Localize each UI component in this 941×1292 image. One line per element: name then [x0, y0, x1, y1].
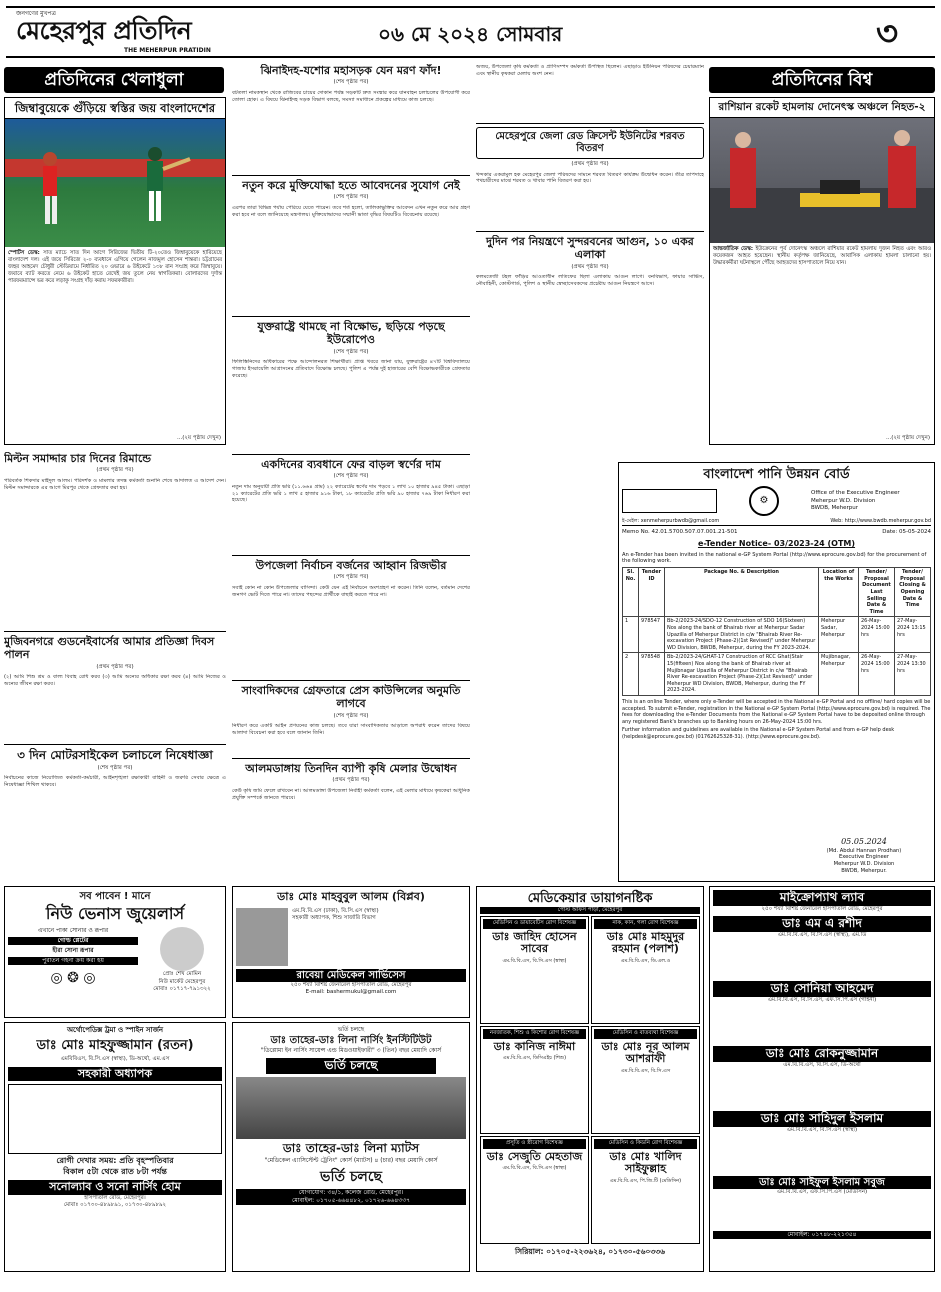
- doctor-name: ডাঃ মোঃ মাহমুদুর রহমান (পলাশ): [606, 929, 685, 956]
- table-cell: 27-May-2024 13:15 hrs: [895, 617, 931, 653]
- nursing-address: যোগাযোগ: ৩৪/১, কলেজ রোড, মেহেরপুর।: [236, 1189, 466, 1197]
- story-body: ফিলিস্তিনিদের অধিকারের পক্ষে আন্দোলনরত শিক্ষার্থীরা। প্রাপ্ত খবরে জানা যায়, যুক্তরাষ্ট্রের ৪৭টি বিশ্ববিদ্যালয়ে গাজায় ইসরায়েলি আগ্রাসনের প্রতিবাদে বিক্ষোভ চলছে। পুলিশ এ পর্যন্ত দুই হাজারের বেশি বিক্ষোভকারীকে গ্রেফতার করেছে।: [232, 359, 470, 379]
- biplob-doctor: ডাঃ মোঃ মাহবুবুল আলম (বিপ্লব): [277, 890, 425, 903]
- world-continued: ...(২য় পৃষ্ঠায় দেখুন): [885, 434, 930, 441]
- story-headline: নতুন করে মুক্তিযোদ্ধা হতে আবেদনের সুযোগ নেই: [242, 179, 460, 192]
- world-body: ইউক্রেনের পূর্ব দোনেৎস্ক অঞ্চলে রাশিয়ার রকেট হামলায় দুজন নিহত এবং আরও কয়েকজন আহত হয়েছেন। স্থানীয় কর্তৃপক্ষ জানিয়েছে, আবাসিক এলাকায় হামলা চালানো হয়। উদ্ধারকর্মীরা ঘটনাস্থলে পৌঁছে আহতদের হাসপাতালে নিয়ে যান।: [713, 245, 931, 266]
- world-story: [709, 97, 935, 445]
- tender-org: BWDB, Meherpur: [811, 504, 859, 511]
- ortho-address: হাসপাতাল রোড, মেহেরপুর।: [84, 1194, 146, 1201]
- medicare-phone: সিরিয়াল: ০১৭০৫-২২৩৬২৪, ০১৭৩০-৫৬০৩৩৬: [514, 1247, 666, 1257]
- micropath-ad: [709, 886, 935, 1272]
- doctor-name: ডাঃ জাহিদ হোসেন সাবের: [492, 929, 577, 956]
- story-headline: উপজেলা নির্বাচন বর্জনের আহ্বান রিজভীর: [255, 559, 447, 572]
- mats-course: "মেডিকেল এ্যাসিস্টেন্ট ট্রেনিং" কোর্স (ম্যাটস) ৪ (চার) বছর মেয়াদি কোর্স: [264, 1156, 438, 1164]
- story-redcrescent: [476, 127, 704, 232]
- tender-table: [622, 567, 931, 696]
- table-cell: 27-May-2024 13:30 hrs: [895, 653, 931, 696]
- table-row: [623, 653, 931, 696]
- nursing-institute: ডাঃ তাহের-ডাঃ লিনা নার্সিং ইনস্টিটিউট: [270, 1034, 432, 1046]
- story-muktijoddha: [232, 179, 470, 317]
- table-cell: 978548: [639, 653, 665, 696]
- doctor-degree: এম.বি.বি.এস, বি.সি.এস, ডি-অর্থো: [783, 1061, 861, 1068]
- doctor-specialty: মেডিসিন ও ডায়াবেটিস রোগ বিশেষজ্ঞ: [483, 919, 586, 928]
- sports-section-header: প্রতিদিনের খেলাধুলা: [4, 67, 224, 93]
- story-body: নির্বাচনের কাজে নিয়োজিত কর্মকর্তা-কর্মচারী, আইনশৃঙ্খলা রক্ষাকারী বাহিনী ও জরুরি সেবার ক্ষেত্রে এ নিষেধাজ্ঞা শিথিল থাকবে।: [4, 774, 226, 788]
- jewellers-line: গোল্ড প্লেটের: [8, 937, 138, 945]
- col-header: Sl. No.: [623, 568, 639, 617]
- story-headline: মিল্টন সমাদ্দার চার দিনের রিমান্ডে: [4, 452, 152, 465]
- doctor-card: [480, 916, 589, 1024]
- story-sub: (প্রথম পৃষ্ঠার পর): [96, 663, 134, 670]
- table-cell: Mujibnagar, Meherpur: [819, 653, 859, 696]
- doctor-degree: এম.বি.বি.এস, বি.সি.এস (স্বাস্থ্য): [786, 1126, 858, 1133]
- jewellers-phone: মোবাঃ ০১৭১৭-৭৯১৩২২: [153, 985, 211, 992]
- medicare-name: মেডিকেয়ার ডায়াগনষ্টিক: [527, 891, 653, 906]
- table-cell: 26-May-2024 15:00 hrs: [859, 653, 895, 696]
- biplob-clinic: রাবেয়া মেডিকেল সার্ভিসেস: [236, 969, 466, 982]
- ortho-services-box: [8, 1084, 222, 1154]
- story-headline: একদিনের ব্যবধানে ফের বাড়ল স্বর্ণের দাম: [261, 458, 441, 471]
- column-three: [476, 64, 704, 460]
- story-body: বটতলা নামকস্থান থেকে রাজিবের চায়ের দোকান পর্যন্ত সড়কটি দ্রুত সংস্কার করে যানবাহন চলাচলের উপযোগী করে তোলা হোক। এ বিষয়ে ঝিনাইদহ সড়ক বিভাগ বলছে, সমস্যা সমাধানে প্রকল্পের মাধ্যমে কাজ চলছে।: [232, 89, 470, 103]
- cricket-illustration: [5, 119, 225, 247]
- story-headline: ৩ দিন মোটরসাইকেল চলাচলে নিষেধাজ্ঞা: [17, 748, 213, 762]
- story-sub: (শেষ পৃষ্ঠার পর): [333, 574, 369, 581]
- story-headline: মেহেরপুরে জেলা রেড ক্রিসেন্ট ইউনিটের শরবত বিতরণ: [476, 127, 704, 159]
- story-headline: যুক্তরাষ্ট্রে থামছে না বিক্ষোভ, ছড়িয়ে পড়ছে ইউরোপেও: [257, 320, 445, 347]
- medicare-ad: [476, 886, 704, 1272]
- ortho-clinic: সনোল্যাব ও সনো নার্সিং হোম: [8, 1180, 222, 1195]
- issue-date: ০৬ মে ২০২৪ সোমবার: [378, 22, 563, 46]
- doctor-name: ডাঃ মোঃ খালিদ সাইফুল্লাহ: [609, 1149, 682, 1176]
- column-two: [232, 64, 470, 864]
- jewellers-line: হীরা সোনা রূপার: [52, 947, 94, 955]
- doctor-degree: এম.বি.বি.এস, ডি.এল.ও: [620, 957, 671, 964]
- jewellers-name: নিউ ভেনাস জুয়েলার্স: [45, 904, 185, 924]
- biplob-email: E-mail: bashermukul@gmail.com: [305, 988, 397, 995]
- doctor-name: ডাঃ মোঃ রোকনুজ্জামান: [713, 1046, 931, 1062]
- col-header: Package No. & Description: [665, 568, 819, 617]
- jewellers-line: এখানে পাকা সোনার ও রূপার: [37, 927, 109, 935]
- tender-notice: [618, 462, 935, 882]
- sports-headline: জিম্বাবুয়েকে গুঁড়িয়ে স্বস্তির জয় বাংলাদেশের: [5, 98, 225, 119]
- doctor-specialty: মেডিসিন ও কিডনি রোগ বিশেষজ্ঞ: [594, 1139, 697, 1148]
- tender-further: Further information and guidelines are available in the National e-GP System Portal and from e-GP help desk (helpdesk@eprocure.gov.bd) (01762625328-31). (http://www.eprocure.gov.bd).: [622, 727, 895, 740]
- micropath-name: মাইক্রোপ্যাথ ল্যাব: [713, 890, 931, 906]
- nursing-ad: [232, 1022, 470, 1272]
- world-section-header: প্রতিদিনের বিশ্ব: [709, 67, 935, 93]
- story-sub: (প্রথম পৃষ্ঠার পর): [571, 263, 609, 270]
- jewellers-ad: [4, 886, 226, 1018]
- signer-division: Meherpur W.D. Division: [833, 861, 895, 868]
- micropath-doctor: [713, 981, 931, 1043]
- story-sub: (শেষ পৃষ্ঠার পর): [333, 194, 369, 201]
- doctor-name: ডাঃ সেজুতি মেহতাজ: [486, 1149, 583, 1163]
- ortho-band: অর্থোপেডিক্স ট্রমা ও স্পাইন সার্জন: [66, 1026, 164, 1034]
- doctor-degree: এম.বি.বি.এস, এফ.সি.পি.এস (মেডিসিন): [776, 1189, 868, 1196]
- bwdb-logo-icon: ⚙: [749, 486, 779, 516]
- cricket-photo: [5, 119, 225, 247]
- nursing-admit: ভর্তি চলছে: [266, 1058, 436, 1074]
- story-sub: (শেষ পৃষ্ঠার পর): [333, 712, 369, 719]
- table-cell: 1: [623, 617, 639, 653]
- newspaper-name: মেহেরপুর প্রতিদিন: [16, 16, 192, 45]
- world-caption: আন্তর্জাতিক ডেস্ক:: [713, 245, 753, 252]
- story-motorcycle: [4, 748, 226, 858]
- story-headline: আলমডাঙ্গায় তিনদিন ব্যাপী কৃষি মেলার উদ্বোধন: [245, 762, 457, 775]
- story-gold: [232, 458, 470, 556]
- doctor-degree: এম.বি.বি.এস, বি.সি.এস: [620, 1067, 671, 1074]
- biplob-address: ২৫০ শয্যা বিশিষ্ট জেনারেল হাসপাতাল রোড, মেহেরপুর: [290, 981, 412, 988]
- tender-intro: An e-Tender has been invited in the national e-GP System Portal (http://www.eprocure.gov.bd) for the procurement of the following work.: [622, 551, 927, 565]
- story-sub: (শেষ পৃষ্ঠার পর): [333, 473, 369, 480]
- doctor-degree: এম.বি.বি.এস, পি.জি.টি (মেডিসিন): [609, 1177, 682, 1184]
- signer-title: Executive Engineer: [838, 854, 889, 861]
- micropath-doctor: [713, 1046, 931, 1108]
- tender-notice-title: e-Tender Notice- 03/2023-24 (OTM): [697, 539, 856, 548]
- tender-website: Web: http://www.bwdb.meherpur.gov.bd: [830, 518, 931, 525]
- story-headline: ঝিনাইদহ-যশোর মহাসড়ক যেন মরণ ফাঁদ!: [260, 64, 442, 77]
- doctor-name: ডাঃ এম এ রশীদ: [713, 916, 931, 932]
- doctor-degree: এম.বি.বি.এস, বি.সি.এস (স্বাস্থ্য), এম.ডি: [777, 931, 867, 938]
- ortho-post: সহকারী অধ্যাপক: [8, 1067, 222, 1082]
- tender-footer: This is an online Tender, where only e-Tender will be accepted in the National e-GP Portal and no offline/ hard copies will be accepted. To submit e-Tender, registration in the National e-GP System Portal (http://www.eprocure.gov.bd) is required. The fees for downloading the e-Tender Documents from the National e-GP System Portal have to be deposited online through any registered Bank's branches up to Banking hours on 26-May-2024 15:00 hrs.: [622, 698, 931, 725]
- nursing-top: ভর্তি চলছে: [337, 1026, 365, 1033]
- story-body: (২) আমি শিশু শ্রম ও বাল্য বিবাহ রোধ করব (৩) আমি অন্যের অধিকার রক্ষা করব (৪) আমি নিজের ও অন্যের জীবন রক্ষা করব।: [4, 674, 226, 687]
- micropath-doctor: [713, 916, 931, 978]
- doctor-degree: এম.বি.বি.এস, ডিসিএইচ (শিশু): [502, 1055, 567, 1062]
- col-header: Location of the Works: [819, 568, 859, 617]
- mats-admit: ভর্তি চলছে: [320, 1168, 382, 1185]
- doctor-name: ডাঃ মোঃ সাইফুল ইসলাম সবুজ: [713, 1176, 931, 1189]
- mats-name: ডাঃ তাহের-ডাঃ লিনা ম্যাটস: [282, 1140, 420, 1155]
- doctor-name: ডাঃ সোনিয়া আহমেদ: [713, 981, 931, 997]
- tender-email: ই-মেইল: xenmeherpurbwdb@gmail.com: [622, 518, 720, 525]
- jewellers-address: নিউ মার্কেট মেহেরপুর: [158, 978, 206, 985]
- doctor-degree: এম.বি.বি.এস, বি.সি.এস (স্বাস্থ্য): [502, 1165, 567, 1172]
- owner-photo: [160, 927, 204, 971]
- nursing-phone: মোবাইল: ০১৭০৫-৬৬৪৪৮২, ০১৭২৬-৬৬৪৩৩৭: [236, 1197, 466, 1205]
- story-headline: দুদিন পর নিয়ন্ত্রণে সুন্দরবনের আগুন, ১০ একর এলাকা: [486, 235, 694, 262]
- medicare-address: পোস্ট অফিস পাড়া, মেহেরপুর: [480, 907, 700, 914]
- sports-continued: ...(২য় পৃষ্ঠায় দেখুন): [176, 434, 221, 441]
- tagline: জনগণের মুখপত্র: [16, 10, 56, 17]
- tender-table-header: [623, 568, 931, 617]
- jewellery-icon: ◎ ❂ ◎: [50, 969, 96, 986]
- table-cell: Bb-2/2023-24/SDO-12 Construction of SDO 16(Sixteen) Nos along the bank of Bhairab river at Meherpur Sadar Upazilla of Meherpur District in c/w "Bhairab River Re-excavation Project (Phase-2)(1st Revised)" under Meherpur WD Division, BWDB, Meherpur, during the FY 2023-2024.: [665, 617, 819, 653]
- story-body: কেউ কৃষি জমি ফেলে রাখবেন না। আলমডাঙ্গা উপজেলা নির্বাহী কর্মকর্তা বলেন, এই মেলার মাধ্যমে কৃষকেরা আধুনিক প্রযুক্তি সম্পর্কে জানতে পারবে।: [232, 787, 470, 801]
- doctor-degree: এম.বি.বি.এস, বি.সি.এস, এফ.সি.পি.এস (গাইনী): [767, 996, 877, 1003]
- story-body: নির্ধারণ করে একটি আইন প্রণয়নের কাজ চলছে। তবে যারা সাংবাদিকতার আড়ালে অপরাধ করেন তাদের বিষয়ে আলাদা বিবেচনা করা হবে বলে জানান তিনি।: [232, 723, 470, 736]
- signer-name: (Md. Abdul Hannan Prodhan): [826, 847, 902, 854]
- doctor-name: ডাঃ মোঃ নূর আলম আশরাফী: [601, 1039, 690, 1066]
- story-body: সবাই কোন না কোন উপজেলার বাসিন্দা। কেউ যেন এই নির্বাচনে অংশগ্রহণ না করেন। তিনি বলেন, বর্তমান দেশের জনগণ ভোট দিতে পারে না। তাদের পছন্দের প্রার্থীকে বাছাই করতে পারে না।: [232, 584, 470, 598]
- story-usa: [232, 320, 470, 455]
- tender-division: Meherpur W.D. Division: [811, 497, 876, 504]
- story-upazila: [232, 559, 470, 681]
- tender-org-bangla: বাংলাদেশ পানি উন্নয়ন বোর্ড: [703, 467, 850, 482]
- story-sub: (শেষ পৃষ্ঠার পর): [97, 764, 133, 771]
- ortho-degrees: এমবিবিএস, বি.সি.এস (স্বাস্থ্য), ডি-অর্থো, এম.এস: [60, 1056, 170, 1063]
- story-sub: (প্রথম পৃষ্ঠার পর): [571, 161, 609, 168]
- ortho-ad: [4, 1022, 226, 1272]
- doctor-card: [591, 1026, 700, 1134]
- story-continuation: অজয়, উপজেলা কৃষি কর্মকর্তা ও প্রাণিসম্পদ কর্মকর্তা উপস্থিত ছিলেন। এছাড়াও ইউনিয়ন পরিষদের চেয়ারম্যান এবং স্থানীয় কৃষকরা মেলায় অংশ নেন।: [476, 64, 704, 124]
- micropath-doctor: [713, 1111, 931, 1173]
- micropath-phone: মোবাইল: ০১৭৪৮-২২১৩৫৪: [713, 1231, 931, 1239]
- biplob-ad: [232, 886, 470, 1018]
- story-body: পরিবর্তক শিকদার মাইদুল আলম। পরিদর্শক ও মামলার তদন্ত কর্মকর্তা শুনানি শেষে আদালত এ আদেশ দেন। মিল্টন সমাদ্দারকে এর আগে মিরপুর থেকে গ্রেফতার করা হয়।: [4, 477, 226, 491]
- table-cell: 978547: [639, 617, 665, 653]
- doctor-card: [480, 1026, 589, 1134]
- micropath-doctor: [713, 1176, 931, 1228]
- col-header: Tender/ Proposal Closing & Opening Date & Time: [895, 568, 931, 617]
- story-body: এরপর তারা বিভিন্ন পর্যায় পেরিয়ে যেতে পারেন। তবে শর্ত হলো, তালিকাভুক্তির আবেদন এখন নতুন করে আর গ্রহণ করা হবে না বলে জানিয়েছে মন্ত্রণালয়। মুক্তিযোদ্ধাদের সম্মানী ভাতা বৃদ্ধির বিষয়টিও বিবেচনায় রয়েছে।: [232, 204, 470, 218]
- tender-office: Office of the Executive Engineer: [811, 490, 900, 497]
- newspaper-english-name: THE MEHERPUR PRATIDIN: [124, 47, 211, 54]
- tender-memo: Memo No. 42.01.5700.507.07.001.21-501: [622, 528, 738, 535]
- table-cell: Meherpur Sadar, Meherpur: [819, 617, 859, 653]
- doctor-card: [591, 1136, 700, 1244]
- signer-org: BWDB, Meherpur.: [841, 868, 887, 875]
- biplob-post: সহকারী অধ্যাপক, শিশু সার্জারি বিভাগ: [292, 914, 376, 921]
- ortho-phone: মোবাঃ ০১৭৩০-৪৮৯৮৯১, ০১৭৩০-৪৮৯৮৯২: [63, 1202, 167, 1209]
- sports-story: [4, 97, 226, 445]
- medicare-doctor-grid: [480, 916, 700, 1244]
- world-headline: রাশিয়ান রকেট হামলায় দোনেৎস্ক অঞ্চলে নিহত-২: [710, 98, 934, 118]
- story-mujibnagar: [4, 635, 226, 745]
- nursing-course: "ডিপ্লোমা ইন নার্সিং সায়েন্স এন্ড মিডওয়াইফারী" ৩ (তিন) বছর মেয়াদি কোর্স: [260, 1047, 442, 1055]
- jewellers-owner: প্রোঃ শেখ মোমিন: [162, 971, 202, 978]
- story-sundarban: [476, 235, 704, 455]
- doctor-card: [480, 1136, 589, 1244]
- micropath-address: ২৫০ শয্যা বিশিষ্ট জেনারেল হাসপাতাল রোড, মেহেরপুর: [761, 905, 883, 912]
- table-cell: Bb-2/2023-24/GHAT-17 Construction of RCC Ghat(Stair 15(fifteen) Nos along the bank of Bhairab river at Mujibnagar Upazilla of Meherpur District in c/w "Bhairab River Re-excavation Project (Phase-2)(1st Revised)" under Meherpur WD Division, BWDB, Meherpur, during the FY 2023-2024.: [665, 653, 819, 696]
- tender-date: Date: 05-05-2024: [882, 528, 931, 535]
- story-body: খন্দকার একরামুল হক মেহেরপুর জেলা পরিষদের সামনে শরবত বিতরণ কার্যক্রম উদ্বোধন করেন। তীব্র তাপদাহে পথচারীদের মাঝে শরবত ও খাবার পানি বিতরণ করা হয়।: [476, 171, 704, 185]
- story-sub: (শেষ পৃষ্ঠার পর): [333, 79, 369, 86]
- students-photo: [236, 1077, 466, 1139]
- signature-date: 05.05.2024: [841, 837, 887, 847]
- story-headline: মুজিবনগরে গুডনেইবার্সের আমার প্রতিজ্ঞা দিবস পালন: [4, 635, 215, 662]
- doctor-name: ডাঃ কানিজ নাঈমা: [493, 1039, 576, 1053]
- tender-header-left: [622, 489, 717, 513]
- doctor-name: ডাঃ মোঃ সাহিদুল ইসলাম: [713, 1111, 931, 1127]
- ortho-time: বিকাল ৫টা থেকে রাত ৮টা পর্যন্ত: [63, 1166, 167, 1176]
- story-press: [232, 684, 470, 759]
- sports-caption: স্পোর্টস ডেস্ক:: [8, 250, 40, 257]
- table-cell: 2: [623, 653, 639, 696]
- col-header: Tender/ Proposal Document Last Selling Date & Time: [859, 568, 895, 617]
- doctor-card: [591, 916, 700, 1024]
- page-number: ৩: [875, 14, 899, 54]
- story-milton: [4, 452, 226, 632]
- doctor-degree: এম.বি.বি.এস, বি.সি.এস (স্বাস্থ্য): [502, 957, 567, 964]
- doctor-specialty: নাক, কান, গলা রোগ বিশেষজ্ঞ: [594, 919, 697, 928]
- rescue-illustration: [710, 118, 934, 243]
- table-row: [623, 617, 931, 653]
- story-sub: (প্রথম পৃষ্ঠার পর): [96, 467, 134, 474]
- story-body: কলমতেজী টহল ফাঁড়ির আওতাধীন লতিফের ছিলা এলাকায় আগুন লাগে। বনবিভাগ, ফায়ার সার্ভিস, নৌবাহিনী, কোস্টগার্ড, পুলিশ ও স্থানীয় স্বেচ্ছাসেবকদের প্রচেষ্টায় আগুন নিয়ন্ত্রণে আসে।: [476, 274, 704, 287]
- ortho-time-label: রোগী দেখার সময়: প্রতি বৃহস্পতিবার: [56, 1156, 174, 1166]
- story-sub: (শেষ পৃষ্ঠার পর): [333, 348, 369, 355]
- column-one-lower: [4, 452, 226, 862]
- sports-body: সাত ম্যাচে সাত দিন আগে সিরিজের দ্বিতীয় টি-২০তেও জিম্বাবুয়েকে হারিয়েছে বাংলাদেশ দল। এই জয়ে সিরিজে ২-০ ব্যবধানে এগিয়ে গেলেন নাজমুল হোসেন শান্তরা। চট্টগ্রামের জহুর আহমেদ চৌধুরী স্টেডিয়ামে নির্ধারিত ২০ ওভারে ৬ উইকেটে ১৩৮ রান সংগ্রহ করে জিম্বাবুয়ে। জবাবে ব্যাট করতে নেমে ৬ উইকেট হাতে রেখেই জয় তুলে নেয় স্বাগতিকরা। বোলারদের দুর্দান্ত পারফরম্যান্সে ভর করে লড়াকু সংগ্রহ দাঁড় করায় সফরকারীরা।: [8, 250, 222, 284]
- story-alamdanga: [232, 762, 470, 857]
- col-header: Tender ID: [639, 568, 665, 617]
- doctor-specialty: মেডিসিন ও বাতব্যথা বিশেষজ্ঞ: [594, 1029, 697, 1038]
- story-body: নতুন দাম অনুযায়ী প্রতি ভরি (১১.৬৬৪ গ্রাম) ২২ ক্যারেটের স্বর্ণের দাম পড়বে ১ লাখ ১০ হাজার ৯৪৫ টাকা। এছাড়া ২১ ক্যারেটের প্রতি ভরি ১ লাখ ৫ হাজার ৯১৬ টাকা, ১৮ ক্যারেটের প্রতি ভরি ৯০ হাজার ৭৬৯ টাকা নির্ধারণ করা হয়েছে।: [232, 483, 470, 504]
- table-cell: 26-May-2024 15:00 hrs: [859, 617, 895, 653]
- masthead: [6, 6, 935, 58]
- jewellers-line: পুরাতন গহনা ক্রয় করা হয়: [8, 957, 138, 965]
- doctor-specialty: প্রসূতি ও স্ত্রীরোগ বিশেষজ্ঞ: [483, 1139, 586, 1148]
- story-sub: (প্রথম পৃষ্ঠার পর): [332, 777, 370, 784]
- ortho-doctor: ডাঃ মোঃ মাহফুজ্জামান (রতন): [36, 1038, 194, 1054]
- story-jhenaidah: [232, 64, 470, 176]
- jewellers-top: সব পাবেন ! মানে: [79, 891, 151, 902]
- doctor-photo: [236, 908, 288, 966]
- story-headline: সাংবাদিকদের গ্রেফতারে প্রেস কাউন্সিলের অনুমতি লাগবে: [241, 684, 461, 711]
- biplob-degrees: এম.বি.বি.এস (ঢাকা), বি.সি.এস (স্বাস্থ্য): [292, 907, 379, 914]
- doctor-specialty: নবজাতক, শিশু ও কিশোর রোগ বিশেষজ্ঞ: [483, 1029, 586, 1038]
- rescue-photo: [710, 118, 934, 243]
